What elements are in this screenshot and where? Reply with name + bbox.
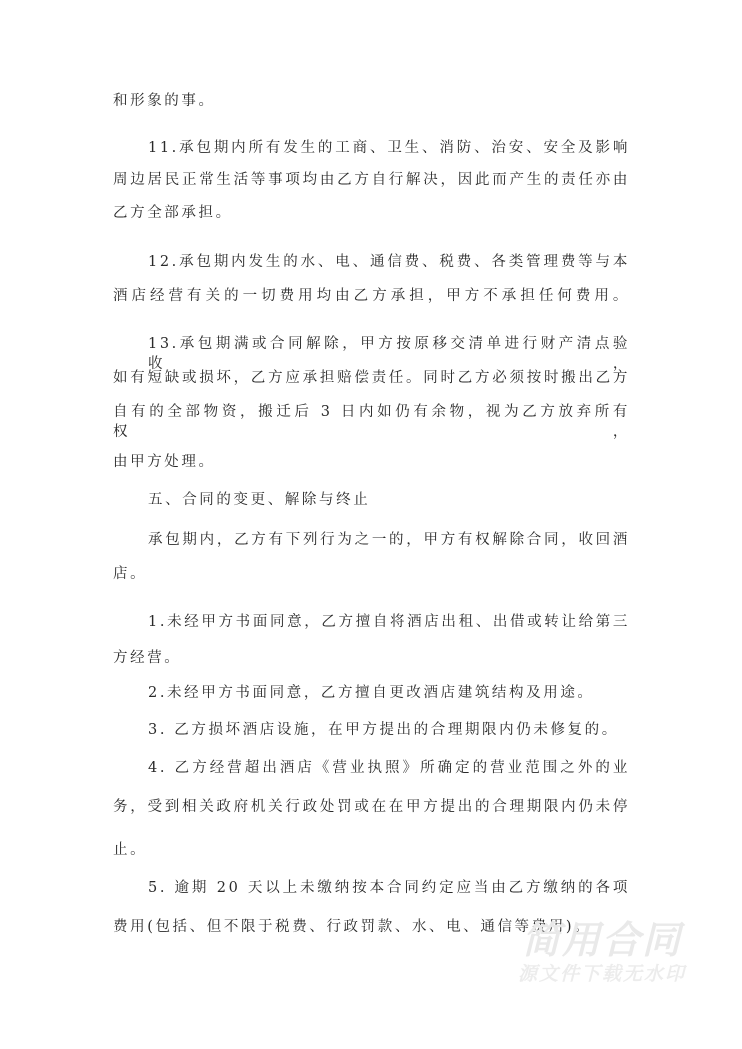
text-line: 和形象的事。 bbox=[113, 93, 216, 109]
text-line: 5. 逾期 20 天以上未缴纳按本合同约定应当由乙方缴纳的各项 bbox=[148, 880, 630, 896]
text-line: 3. 乙方损坏酒店设施，在甲方提出的合理期限内仍未修复的。 bbox=[148, 722, 619, 738]
text-line: 1.未经甲方书面同意，乙方擅自将酒店出租、出借或转让给第三 bbox=[148, 614, 630, 630]
text-line: 4. 乙方经营超出酒店《营业执照》所确定的营业范围之外的业 bbox=[148, 760, 630, 776]
text-line: 11.承包期内所有发生的工商、卫生、消防、治安、安全及影响 bbox=[148, 140, 630, 156]
text-line: 12.承包期内发生的水、电、通信费、税费、各类管理费等与本 bbox=[148, 254, 630, 270]
text-line: 费用(包括、但不限于税费、行政罚款、水、电、通信等费用)。 bbox=[113, 919, 592, 935]
watermark-logo-text: 简用合同 bbox=[521, 918, 682, 962]
text-line: 店。 bbox=[113, 566, 148, 582]
text-line: 承包期内，乙方有下列行为之一的，甲方有权解除合同，收回酒 bbox=[148, 532, 630, 548]
text-line: 乙方全部承担。 bbox=[113, 205, 233, 221]
text-line: 13.承包期满或合同解除，甲方按原移交清单进行财产清点验收， bbox=[148, 336, 630, 372]
text-line: 周边居民正常生活等事项均由乙方自行解决，因此而产生的责任亦由 bbox=[113, 172, 630, 188]
text-line: 止。 bbox=[113, 842, 148, 858]
text-line: 酒店经营有关的一切费用均由乙方承担，甲方不承担任何费用。 bbox=[113, 288, 630, 304]
watermark-subtext: 源文件下载无水印 bbox=[517, 963, 686, 985]
text-line: 五、合同的变更、解除与终止 bbox=[148, 492, 371, 508]
text-line: 由甲方处理。 bbox=[113, 454, 216, 470]
text-line: 务，受到相关政府机关行政处罚或在在甲方提出的合理期限内仍未停 bbox=[113, 799, 630, 815]
text-line: 如有短缺或损坏，乙方应承担赔偿责任。同时乙方必须按时搬出乙方 bbox=[113, 370, 630, 386]
text-line: 自有的全部物资，搬迁后 3 日内如仍有余物，视为乙方放弃所有权， bbox=[113, 404, 630, 440]
text-line: 方经营。 bbox=[113, 650, 182, 666]
text-line: 2.未经甲方书面同意，乙方擅自更改酒店建筑结构及用途。 bbox=[148, 685, 595, 701]
